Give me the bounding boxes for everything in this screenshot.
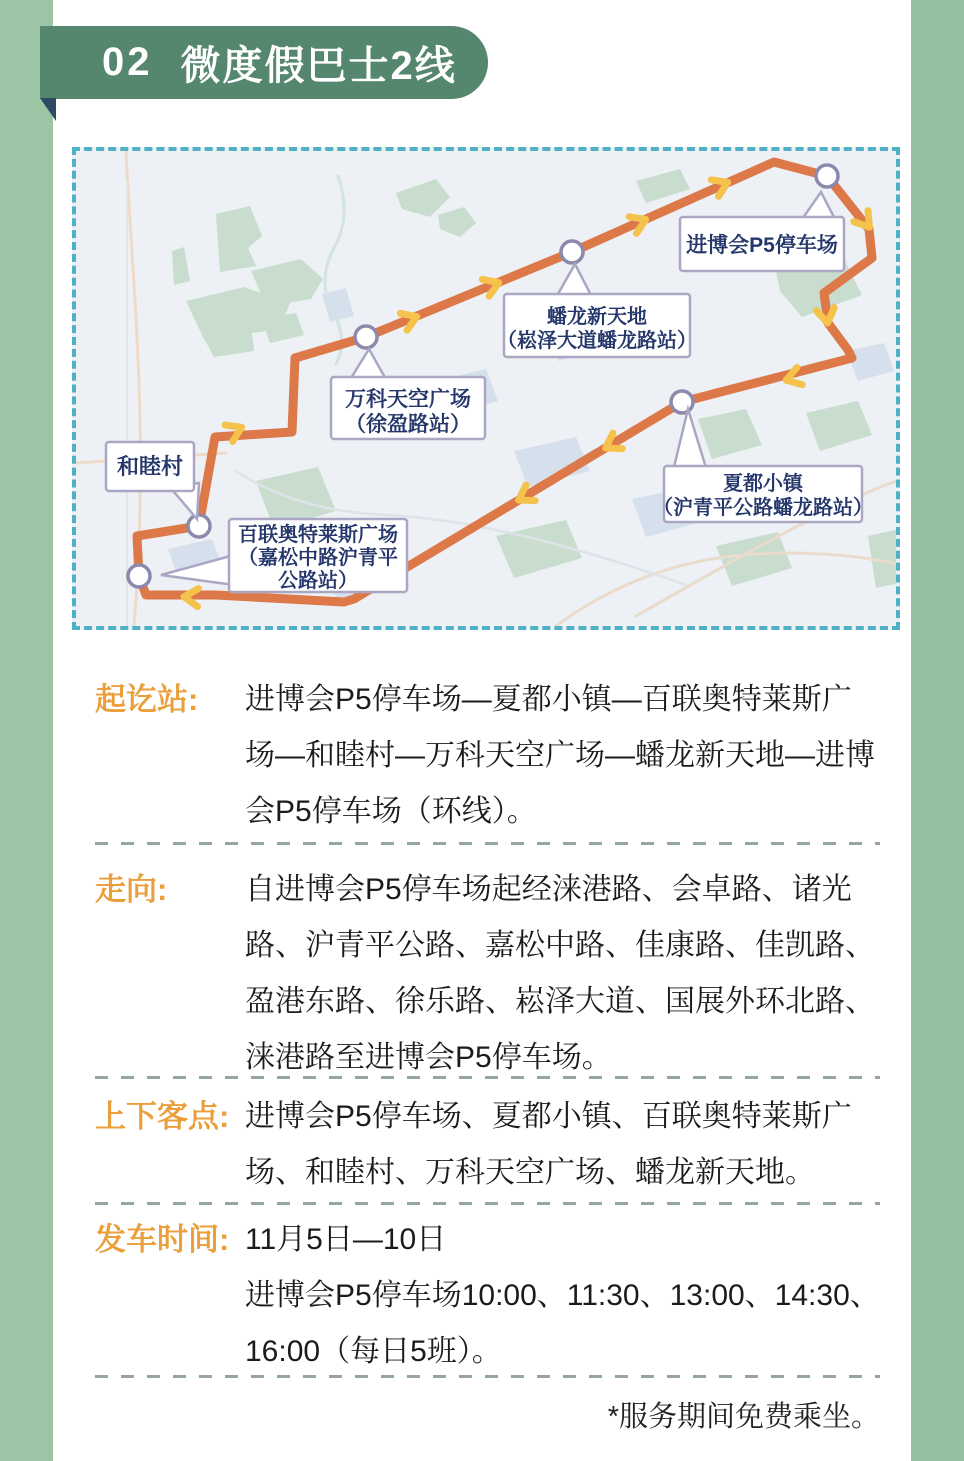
dashed-divider [95,1202,880,1205]
label-text: 蟠龙新天地 [547,306,647,328]
section-text-line: 路、沪青平公路、嘉松中路、佳康路、佳凯路、 [245,929,875,962]
label-text: 百联奥特莱斯广场 [238,524,398,546]
label-text: 和睦村 [116,454,184,479]
section-text-line: 16:00（每日5班）。 [245,1335,502,1368]
section-text-line: 进博会P5停车场10:00、11:30、13:00、14:30、 [245,1279,880,1312]
station-marker-jinbohui-p5 [816,165,838,187]
label-text: （徐盈路站） [345,413,471,436]
station-marker-panlong [561,241,583,263]
section-text-line: 盈港东路、徐乐路、崧泽大道、国展外环北路、 [245,985,875,1018]
page-title: 微度假巴士2线 [180,44,457,88]
section-text-line: 涞港路至进博会P5停车场。 [245,1041,612,1074]
dashed-divider [95,1375,880,1378]
station-marker-vanke [355,326,377,348]
section-label: 发车时间: [95,1222,230,1257]
station-marker-bailian [128,565,150,587]
label-text: 万科天空广场 [345,388,471,411]
route-number: 02 [102,40,153,84]
section-text-line: 进博会P5停车场、夏都小镇、百联奥特莱斯广 [245,1100,852,1133]
section-label: 上下客点: [95,1099,230,1134]
right-green-strip [911,0,964,1461]
section-text-line: 自进博会P5停车场起经涞港路、会卓路、诸光 [245,873,852,906]
left-green-strip [0,0,53,1461]
section-text-line: 会P5停车场（环线）。 [245,795,537,828]
section-text-line: 场、和睦村、万科天空广场、蟠龙新天地。 [245,1156,815,1189]
station-marker-xiadu [671,391,693,413]
section-label: 起讫站: [95,682,199,717]
free-ride-footnote: *服务期间免费乘坐。 [607,1401,880,1433]
dashed-divider [95,842,880,845]
route-map [72,147,900,630]
dashed-divider [95,1076,880,1079]
label-text: （沪青平公路蟠龙路站） [653,497,873,519]
section-label: 走向: [95,872,168,907]
section-text-line: 11月5日—10日 [245,1223,447,1256]
label-text: 进博会P5停车场 [686,234,838,257]
header-banner [40,26,488,99]
section-text-line: 进博会P5停车场—夏都小镇—百联奥特莱斯广 [245,683,852,716]
station-labels [106,217,873,592]
route-map-canvas [76,151,896,626]
label-text: 公路站） [278,570,358,592]
label-text: （嘉松中路沪青平 [238,547,398,569]
label-text: （崧泽大道蟠龙路站） [497,330,697,352]
section-text-line: 场—和睦村—万科天空广场—蟠龙新天地—进博 [245,739,875,772]
station-marker-hemucun [188,515,210,537]
label-text: 夏都小镇 [723,473,803,495]
